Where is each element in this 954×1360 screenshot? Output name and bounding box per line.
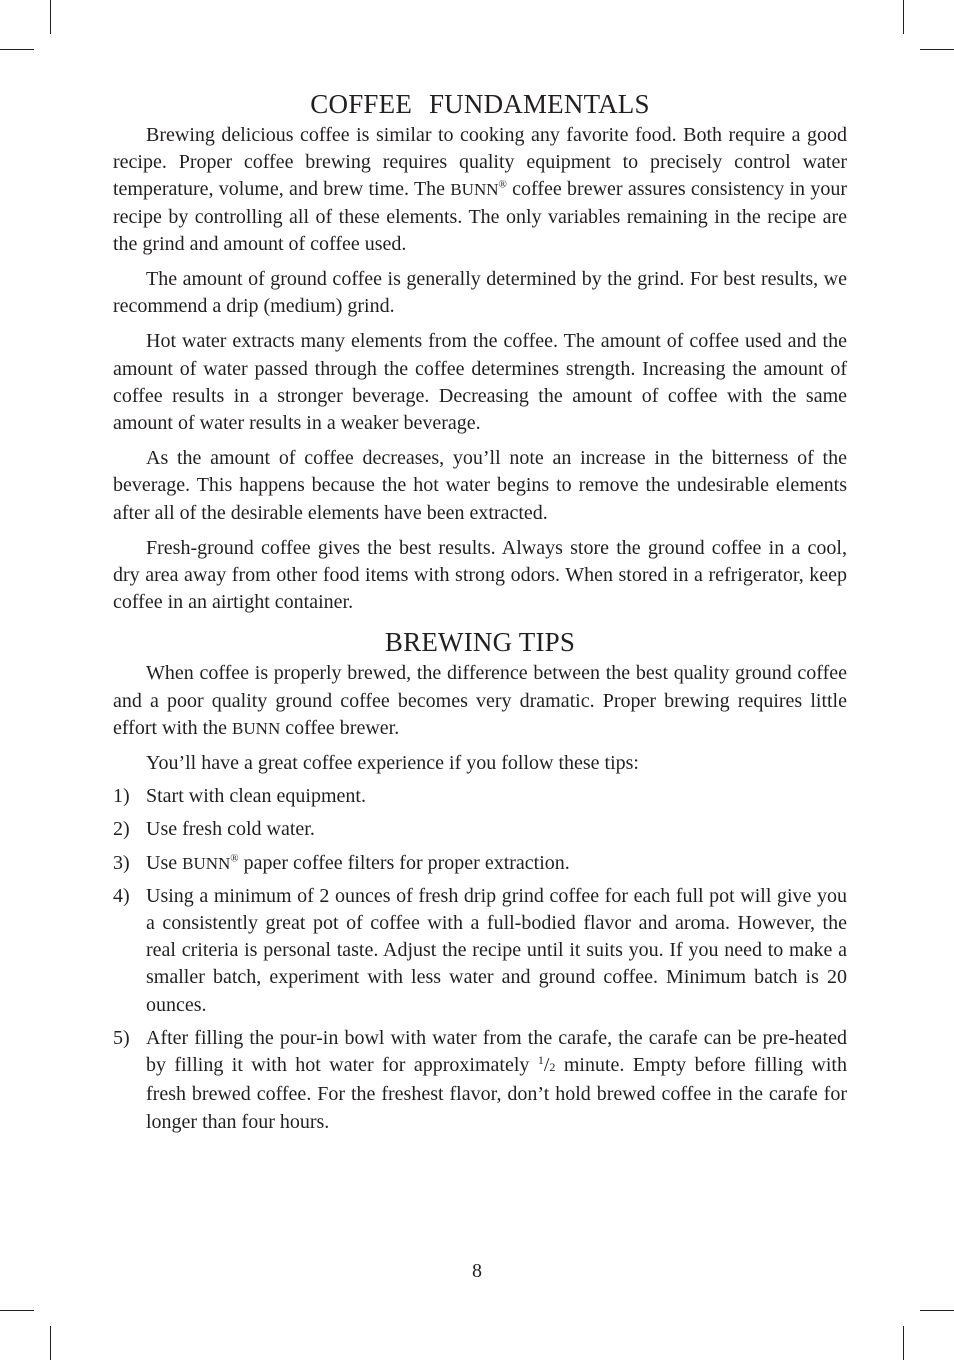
paragraph-storage: Fresh-ground coffee gives the best results. Always store the ground coffee in a cool, dry area away from other food items with strong odors. When stored in a refrigerator, keep coffee in an airtight container.: [113, 536, 847, 614]
crop-mark-top-right-horizontal: [920, 49, 954, 50]
crop-mark-top-left-vertical: [50, 0, 51, 34]
crop-mark-bottom-right-vertical: [903, 1326, 904, 1360]
brand-name: BUNN: [232, 718, 281, 738]
crop-mark-bottom-left-horizontal: [0, 1310, 34, 1311]
section-heading-brewing-tips: BREWING TIPS: [384, 627, 576, 658]
list-number: 1): [113, 785, 130, 808]
list-item: 2) Use fresh cold water.: [113, 816, 847, 843]
list-item: 5) After filling the pour-in bowl with water from the carafe, the carafe can be pre-heated by filling it with hot water for approximately $^1$/2 minute. Empty before filling with fresh brewed coffee. For the freshest flavor, don’t hold brewed coffee in the carafe for longer than four hours.: [113, 1026, 847, 1133]
crop-mark-top-right-vertical: [903, 0, 904, 34]
fraction-slash: /: [543, 1054, 550, 1077]
brand-name: BUNN: [182, 853, 231, 873]
tips-list: [113, 783, 847, 1135]
list-item: 1) Start with clean equipment.: [113, 783, 847, 810]
paragraph-brewing-intro: When coffee is properly brewed, the difference between the best quality ground coffee and a poor quality ground coffee becomes very dramatic. Proper brewing requires little effort with the BUNN coffee brewer.: [113, 662, 847, 739]
paragraph-strength: Hot water extracts many elements from the coffee. The amount of coffee used and the amount of water passed through the coffee determines strength. Increasing the amount of coffee results in a stronger beverage. Decreasing the amount of coffee with the same amount of water results in a weaker beverage.: [113, 330, 847, 435]
paragraph-recipe: Brewing delicious coffee is similar to cooking any favorite food. Both require a good recipe. Proper coffee brewing requires quality equipment to precisely control water temperature, volume, and brew time. The BUNN® coffee brewer assures consistency in your recipe by controlling all of these elements. The only variables remaining in the recipe are the grind and amount of coffee used.: [113, 124, 847, 255]
page-title: COFFEE FUNDAMENTALS: [310, 89, 650, 119]
list-item: 3) Use BUNN® paper coffee filters for proper extraction.: [113, 850, 847, 877]
registered-mark: ®: [498, 178, 507, 191]
page-content: [113, 86, 847, 1142]
list-number: 2): [113, 818, 130, 841]
brand-name: BUNN: [450, 180, 499, 200]
paragraph-grind: The amount of ground coffee is generally determined by the grind. For best results, we recommend a drip (medium) grind.: [113, 268, 847, 318]
list-item: 4) Using a minimum of 2 ounces of fresh drip grind coffee for each full pot will give you a consistently great pot of coffee with a full-bodied flavor and aroma. However, the real criteria is personal taste. Adjust the recipe until it suits you. If you need to make a smaller batch, experiment with less water and ground coffee. Minimum batch is 20 ounces.: [113, 884, 847, 1016]
list-number: 3): [113, 851, 130, 874]
crop-mark-top-left-horizontal: [0, 49, 34, 50]
crop-mark-bottom-left-vertical: [50, 1326, 51, 1360]
paragraph-tips-lead: You’ll have a great coffee experience if you follow these tips:: [146, 752, 639, 775]
fraction-numerator: 1: [537, 1053, 544, 1068]
page-number: 8: [472, 1260, 482, 1282]
crop-mark-bottom-right-horizontal: [920, 1310, 954, 1311]
fraction-denominator: 2: [549, 1060, 556, 1075]
list-number: 4): [113, 884, 130, 907]
list-number: 5): [113, 1026, 130, 1049]
paragraph-bitterness: As the amount of coffee decreases, you’ll note an increase in the bitterness of the beverage. This happens because the hot water begins to remove the undesirable elements after all of the desirable elements have been extracted.: [113, 447, 847, 524]
registered-mark: ®: [230, 852, 239, 865]
